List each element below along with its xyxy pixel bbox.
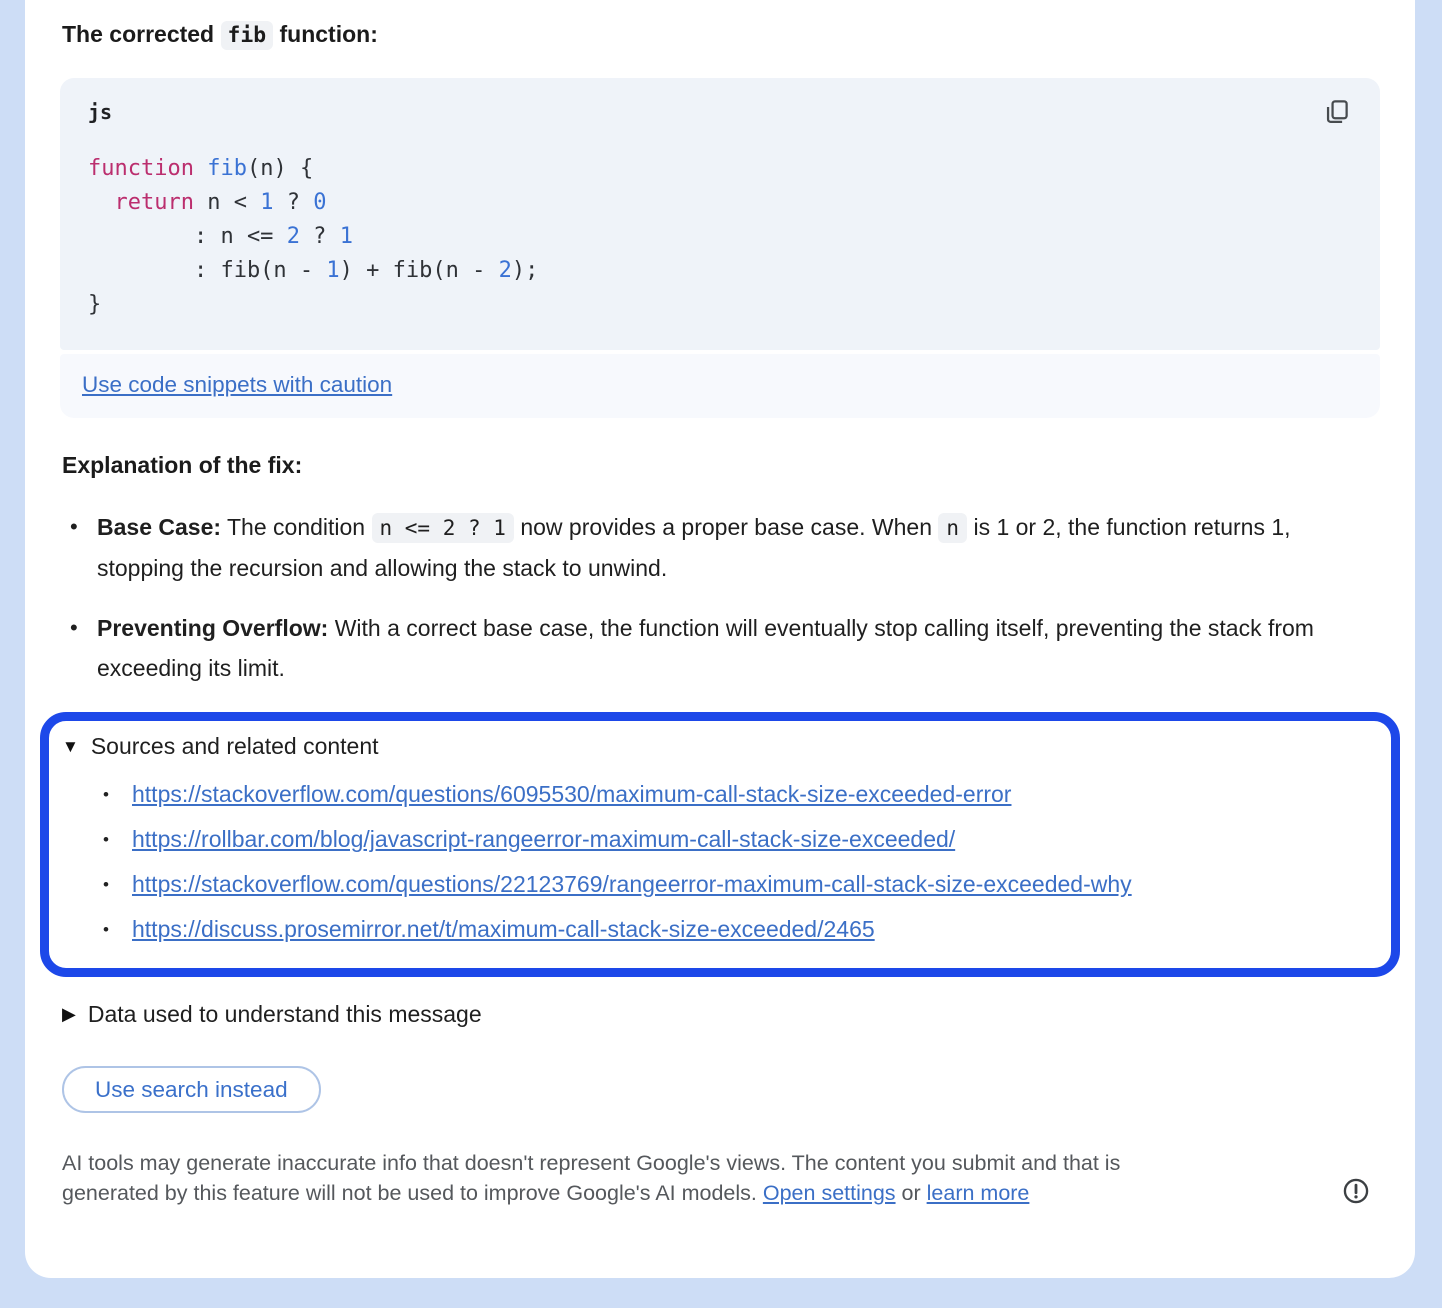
caution-bar [60, 354, 1380, 418]
footer-disclaimer: AI tools may generate inaccurate info that doesn't represent Google's views. The content you submit and that is generated by this feature will not be used to improve Google's AI models. Open settings or learn more [62, 1151, 1121, 1205]
code-block-header [88, 100, 1354, 128]
code-language-label: js [88, 100, 113, 124]
bullet-bold-label: Preventing Overflow: [97, 615, 329, 641]
source-link[interactable]: https://stackoverflow.com/questions/6095530/maximum-call-stack-size-exceeded-error [132, 781, 1012, 807]
inline-code-chip: n <= 2 ? 1 [372, 513, 514, 543]
source-link[interactable]: https://rollbar.com/blog/javascript-rangeerror-maximum-call-stack-size-exceeded/ [132, 826, 956, 852]
inline-code-chip: n [938, 513, 967, 543]
list-item [62, 507, 1380, 588]
page-title [62, 18, 1380, 52]
source-list-item [62, 907, 1375, 952]
data-used-toggle[interactable] [62, 1001, 1380, 1028]
heading-suffix: function: [273, 21, 378, 47]
copy-code-button[interactable] [1323, 98, 1350, 128]
bullet-text: Base Case: The condition n <= 2 ? 1 now provides a proper base case. When n is 1 or 2, the function returns 1, stopping the recursion and allowing the stack to unwind. [97, 514, 1291, 581]
sources-link-list [62, 772, 1375, 952]
sources-title: Sources and related content [90, 733, 379, 759]
bullet-marker: • [103, 830, 109, 849]
explanation-heading: Explanation of the fix: [62, 452, 303, 478]
alert-circle-icon [1342, 1193, 1370, 1208]
footer [62, 1149, 1380, 1208]
bullet-marker: • [103, 920, 109, 939]
code-block [60, 78, 1380, 350]
code-line: function fib(n) { [88, 156, 314, 181]
info-button[interactable] [1342, 1177, 1370, 1208]
list-item [62, 608, 1380, 688]
copy-icon [1323, 113, 1350, 128]
source-list-item [62, 772, 1375, 817]
heading-text: The corrected [62, 21, 221, 47]
caret-right-icon: ▶ [62, 1004, 76, 1024]
code-line: : n <= 2 ? 1 [88, 224, 353, 249]
bullet-marker: • [103, 785, 109, 804]
code-content [88, 152, 1354, 322]
data-used-label: Data used to understand this message [87, 1001, 482, 1027]
bullet-bold-label: Base Case: [97, 514, 222, 540]
caret-down-icon: ▼ [62, 736, 79, 756]
source-list-item [62, 817, 1375, 862]
code-caution-link[interactable]: Use code snippets with caution [82, 372, 393, 397]
learn-more-link[interactable]: learn more [926, 1180, 1030, 1205]
open-settings-link[interactable]: Open settings [762, 1180, 896, 1205]
code-line: return n < 1 ? 0 [114, 190, 327, 215]
source-list-item [62, 862, 1375, 907]
sources-highlight-box [40, 712, 1400, 977]
use-search-instead-button[interactable]: Use search instead [62, 1066, 321, 1113]
ai-response-panel [25, 0, 1415, 1278]
bullet-marker: • [103, 875, 109, 894]
source-link[interactable]: https://discuss.prosemirror.net/t/maximum-call-stack-size-exceeded/2465 [132, 916, 875, 942]
sources-toggle[interactable] [62, 733, 1375, 760]
bullet-marker: • [70, 615, 78, 640]
heading-inline-code: fib [221, 21, 274, 50]
explanation-bullet-list [62, 507, 1380, 688]
bullet-text: Preventing Overflow: With a correct base case, the function will eventually stop calling itself, preventing the stack from exceeding its limit. [97, 615, 1314, 681]
source-link[interactable]: https://stackoverflow.com/questions/22123769/rangeerror-maximum-call-stack-size-exceeded-why [132, 871, 1132, 897]
code-line: : fib(n - 1) + fib(n - 2); [88, 258, 539, 283]
code-line: } [88, 292, 102, 317]
bullet-marker: • [70, 514, 78, 539]
